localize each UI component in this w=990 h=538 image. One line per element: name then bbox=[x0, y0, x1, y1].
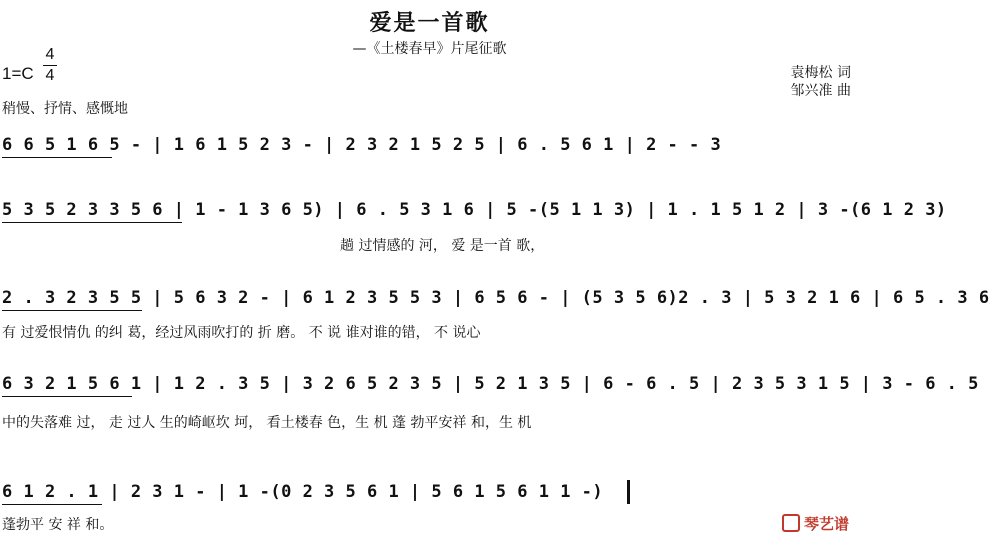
beam-line bbox=[2, 222, 182, 223]
watermark-text: 琴艺谱 bbox=[803, 516, 849, 533]
final-barline bbox=[627, 480, 630, 504]
time-signature bbox=[43, 46, 57, 85]
time-signature-bottom: 4 bbox=[45, 67, 55, 84]
lyricist-credit: 袁梅松 词 bbox=[790, 65, 851, 81]
score-system-3-notes: 2 . 3 2 3 5 5 | 5 6 3 2 - | 6 1 2 3 5 5 3 | 6 5 6 - | (5 3 5 6)2 . 3 | 5 3 2 1 6 | 6 5 . 3 6 bbox=[2, 288, 990, 308]
score-system-5-lyrics: 蓬勃平 安 祥 和。 bbox=[2, 517, 114, 533]
score-system-3-lyrics: 有 过爱恨情仇 的纠 葛，经过风雨吹打的 折 磨。 不 说 谁对谁的错， 不 说心 bbox=[2, 325, 481, 341]
score-system-4-lyrics: 中的失落难 过， 走 过人 生的崎岖坎 坷， 看土楼春 色，生 机 蓬 勃平安祥 和，生 机 bbox=[2, 415, 532, 431]
time-signature-top: 4 bbox=[45, 46, 55, 63]
score-system-2-lyrics: 趟 过情感的 河， 爱 是一首 歌， bbox=[340, 238, 545, 254]
beam-line bbox=[2, 157, 112, 158]
watermark bbox=[782, 513, 849, 534]
key-signature: 1=C bbox=[2, 64, 34, 83]
watermark-logo-icon bbox=[782, 514, 800, 532]
song-title: 爱是一首歌 bbox=[369, 10, 490, 36]
tempo-marking: 稍慢、抒情、感慨地 bbox=[2, 101, 128, 117]
score-system-5-notes: 6 1 2 . 1 | 2 3 1 - | 1 -(0 2 3 5 6 1 | 5 6 1 5 6 1 1 -) bbox=[2, 482, 604, 502]
beam-line bbox=[2, 396, 132, 397]
song-subtitle: —《土楼春早》片尾征歌 bbox=[352, 41, 507, 57]
score-system-1-notes: 6 6 5 1 6 5 - | 1 6 1 5 2 3 - | 2 3 2 1 5 2 5 | 6 . 5 6 1 | 2 - - 3 bbox=[2, 135, 722, 155]
beam-line bbox=[2, 310, 142, 311]
beam-line bbox=[2, 504, 102, 505]
score-system-2-notes: 5 3 5 2 3 3 5 6 | 1 - 1 3 6 5) | 6 . 5 3 1 6 | 5 -(5 1 1 3) | 1 . 1 5 1 2 | 3 -(6 1 2 3) bbox=[2, 200, 947, 220]
score-system-4-notes: 6 3 2 1 5 6 1 | 1 2 . 3 5 | 3 2 6 5 2 3 5 | 5 2 1 3 5 | 6 - 6 . 5 | 2 3 5 3 1 5 | 3 - 6 . 5 bbox=[2, 374, 979, 394]
time-signature-divider bbox=[43, 65, 57, 66]
composer-credit: 邹兴准 曲 bbox=[790, 83, 851, 99]
